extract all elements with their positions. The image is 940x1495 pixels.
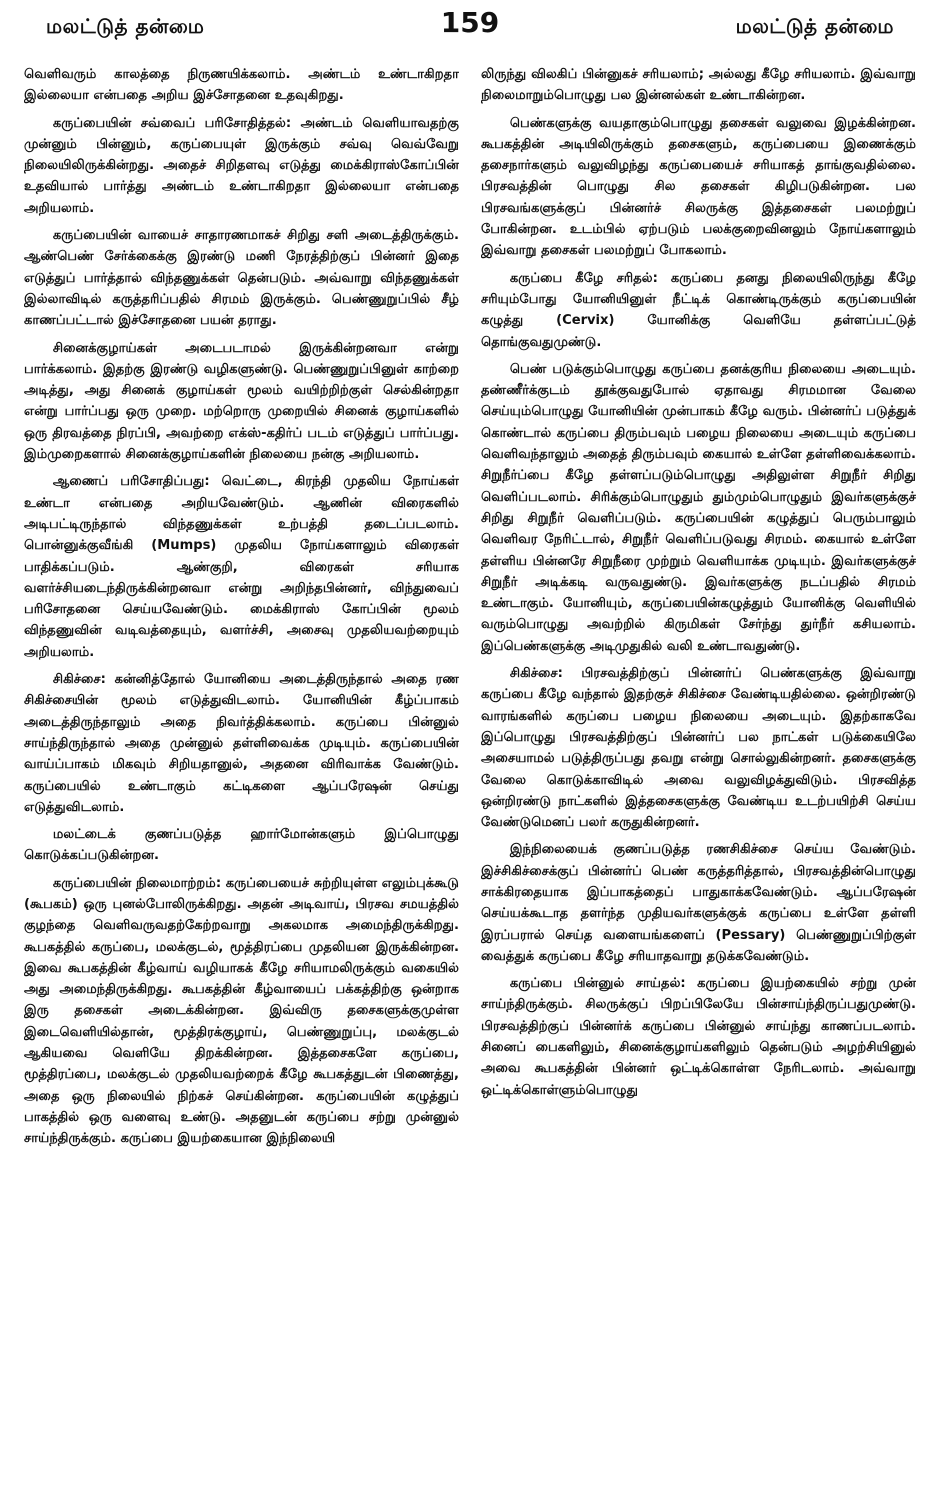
- page-number: 159: [440, 6, 500, 39]
- running-title-left: மலட்டுத் தன்மை: [46, 14, 205, 38]
- page-header: [22, 0, 918, 52]
- paragraph: மலட்டைக் குணப்படுத்த ஹார்மோன்களும் இப்பொழுது கொடுக்கப்படுகின்றன.: [24, 827, 459, 864]
- paragraph: இந்நிலையைக் குணப்படுத்த ரணசிகிச்சை செய்ய வேண்டும். இச்சிகிச்சைக்குப் பின்னர்ப் பெண் கருத்தரித்தால், பிரசவத்தின்பொழுது சாக்கிரதையாக இப்பாகத்தைப் பாதுகாக்கவேண்டும். ஆப்பரேஷன் செய்யக்கூடாத தளர்ந்த முதியவர்களுக்குக் கருப்பை உள்ளே தள்ளி இரப்பரால் செய்த வளையங்களைப் (Pessary) பெண்ணுறுப்பிற்குள் வைத்துக் கருப்பை கீழே சரியாதவாறு தடுக்கவேண்டும்.: [481, 842, 916, 964]
- running-title-right: மலட்டுத் தன்மை: [735, 14, 894, 38]
- right-column: [481, 64, 916, 1485]
- paragraph: கருப்பையின் நிலைமாற்றம்: கருப்பையைச் சுற்றியுள்ள எலும்புக்கூடு (கூபகம்) ஒரு புனல்போலிருக்கிறது. அதன் அடிவாய், பிரசவ சமயத்தில் குழந்தை வெளிவருவதற்கேற்றவாறு அகலமாக அமைந்திருக்கிறது. கூபகத்தில் கருப்பை, மலக்குடல், மூத்திரப்பை முதலியன இருக்கின்றன. இவை கூபகத்தின் கீழ்வாய் வழியாகக் கீழே சரியாமலிருக்கும் வகையில் அது அமைந்திருக்கிறது. கூபகத்தின் கீழ்வாயைப் பக்கத்திற்கு ஒன்றாக இரு தசைகள் அடைக்கின்றன. இவ்விரு தசைகளுக்குமுள்ள இடைவெளியில்தான், மூத்திரக்குழாய், பெண்ணுறுப்பு, மலக்குடல் ஆகியவை வெளியே திறக்கின்றன. இத்தசைகளே கருப்பை, மூத்திரப்பை, மலக்குடல் முதலியவற்றைக் கீழே கூபகத்துடன் பிணைத்து, அதை ஒரு நிலையில் நிற்கச் செய்கின்றன. கருப்பையின் கழுத்துப் பாகத்தில் ஒரு வளைவு உண்டு. அதனுடன் கருப்பை சற்று முன்னுல் சாய்ந்திருக்கும். கருப்பை இயற்கையான இந்நிலையி: [24, 875, 459, 1147]
- paragraph: கருப்பையின் சவ்வைப் பரிசோதித்தல்: அண்டம் வெளியாவதற்கு முன்னும் பின்னும், கருப்பையுள் இருக்கும் சவ்வு வெவ்வேறு நிலையிலிருக்கின்றது. அதைச் சிறிதளவு எடுத்து மைக்கிராஸ்கோப்பின் உதவியால் பார்த்து அண்டம் உண்டாகிறதா இல்லையா என்பதை அறியலாம்.: [24, 115, 459, 216]
- paragraph: பெண் படுக்கும்பொழுது கருப்பை தனக்குரிய நிலையை அடையும். தண்ணீர்க்குடம் தூக்குவதுபோல் ஏதாவது சிரமமான வேலை செய்யும்பொழுது யோனியின் முன்பாகம் கீழே வரும். பின்னர்ப் படுத்துக் கொண்டால் கருப்பை திரும்பவும் பழைய நிலையை அடையும் கருப்பை வெளிவந்தாலும் அதைத் திரும்பவும் கையால் உள்ளே தள்ளிவைக்கலாம். சிறுநீர்ப்பை கீழே தள்ளப்படும்பொழுது அதிலுள்ள சிறுநீர் சிறிது வெளிப்படலாம். சிரிக்கும்பொழுதும் தும்மும்பொழுதும் இவர்களுக்குச் சிறிது சிறுநீர் வெளிப்படும். கருப்பையின் கழுத்துப் பெரும்பாலும் வெளிவர நேரிட்டால், சிறுநீர் வெளிப்படுவது சிரமம். கையால் உள்ளே தள்ளிய பின்னரே சிறுநீரை முற்றும் வெளியாக்க முடியும். இவர்களுக்குச் சிறுநீர் அடிக்கடி வருவதுண்டு. இவர்களுக்கு நடப்பதில் சிரமம் உண்டாகும். யோனியும், கருப்பையின்கழுத்தும் யோனிக்கு வெளியில் வரும்பொழுது அவற்றில் கிருமிகள் சேர்ந்து துர்நீர் கசியலாம். இப்பெண்களுக்கு அடிமுதுகில் வலி உண்டாவதுண்டு.: [481, 361, 916, 654]
- text-columns: [24, 64, 916, 1485]
- paragraph: வெளிவரும் காலத்தை நிருணயிக்கலாம். அண்டம் உண்டாகிறதா இல்லையா என்பதை அறிய இச்சோதனை உதவுகிறது.: [24, 67, 459, 104]
- left-column: [24, 64, 459, 1485]
- paragraph: பெண்களுக்கு வயதாகும்பொழுது தசைகள் வலுவை இழக்கின்றன. கூபகத்தின் அடியிலிருக்கும் தசைகளும், கருப்பையை இணைக்கும் தசைநார்களும் வலுவிழந்து கருப்பையைச் சரியாகத் தாங்குவதில்லை. பிரசவத்தின் பொழுது சில தசைகள் கிழிபடுகின்றன. பல பிரசவங்களுக்குப் பின்னர்ச் சிலருக்கு இத்தசைகள் பலமற்றுப் போகின்றன. உடம்பில் ஏற்படும் பலக்குறைவினலும் நோய்களாலும் இவ்வாறு தசைகள் பலமற்றுப் போகலாம்.: [481, 115, 916, 259]
- paragraph: கருப்பை கீழே சரிதல்: கருப்பை தனது நிலையிலிருந்து கீழே சரியும்போது யோனியினுள் நீட்டிக் கொண்டிருக்கும் கருப்பையின் கழுத்து (Cervix) யோனிக்கு வெளியே தள்ளப்பட்டுத் தொங்குவதுமுண்டு.: [481, 270, 916, 350]
- paragraph: லிருந்து விலகிப் பின்னுகச் சரியலாம்; அல்லது கீழே சரியலாம். இவ்வாறு நிலைமாறும்பொழுது பல இன்னல்கள் உண்டாகின்றன.: [481, 67, 916, 104]
- paragraph: ஆணைப் பரிசோதிப்பது: வெட்டை, கிரந்தி முதலிய நோய்கள் உண்டா என்பதை அறியவேண்டும். ஆணின் விரைகளில் அடிபட்டிருந்தால் விந்தணுக்கள் உற்பத்தி தடைப்படலாம். பொன்னுக்குவீங்கி (Mumps) முதலிய நோய்களாலும் விரைகள் பாதிக்கப்படும். ஆண்குறி, விரைகள் சரியாக வளர்ச்சியடைந்திருக்கின்றனவா என்று அறிந்தபின்னர், விந்துவைப் பரிசோதனை செய்யவேண்டும். மைக்கிராஸ் கோப்பின் மூலம் விந்தணுவின் வடிவத்தையும், வளர்ச்சி, அசைவு முதலியவற்றையும் அறியலாம்.: [24, 474, 459, 660]
- paragraph: சினைக்குழாய்கள் அடைபடாமல் இருக்கின்றனவா என்று பார்க்கலாம். இதற்கு இரண்டு வழிகளுண்டு. பெண்ணுறுப்பினுள் காற்றை அடித்து, அது சினைக் குழாய்கள் மூலம் வயிற்றிற்குள் செல்கின்றதா என்று பார்ப்பது ஒரு முறை. மற்றொரு முறையில் சினைக் குழாய்களில் ஒரு திரவத்தை நிரப்பி, அவற்றை எக்ஸ்-கதிர்ப் படம் எடுத்துப் பார்ப்பது. இம்முறைகளால் சினைக்குழாய்களின் நிலையை நன்கு அறியலாம்.: [24, 340, 459, 463]
- paragraph: கருப்பை பின்னுல் சாய்தல்: கருப்பை இயற்கையில் சற்று முன் சாய்ந்திருக்கும். சிலருக்குப் பிறப்பிலேயே பின்சாய்ந்திருப்பதுமுண்டு. பிரசவத்திற்குப் பின்னர்க் கருப்பை பின்னுல் சாய்ந்து காணப்படலாம். சினைப் பைகளிலும், சினைக்குழாய்களிலும் தென்படும் அழற்சியினுல் அவை கூபகத்தின் பின்னர் ஒட்டிக்கொள்ள நேரிடலாம். அவ்வாறு ஒட்டிக்கொள்ளும்பொழுது: [481, 976, 916, 1098]
- paragraph: சிகிச்சை: கன்னித்தோல் யோனியை அடைத்திருந்தால் அதை ரண சிகிச்சையின் மூலம் எடுத்துவிடலாம். யோனியின் கீழ்ப்பாகம் அடைத்திருந்தாலும் அதை நிவர்த்திக்கலாம். கருப்பை பின்னுல் சாய்ந்திருந்தால் அதை முன்னுல் தள்ளிவைக்க முடியும். கருப்பையின் வாய்ப்பாகம் மிகவும் சிறியதானுல், அதனை விரிவாக்க வேண்டும். கருப்பையில் உண்டாகும் கட்டிகளை ஆப்பரேஷன் செய்து எடுத்துவிடலாம்.: [24, 672, 459, 815]
- paragraph: கருப்பையின் வாயைச் சாதாரணமாகச் சிறிது சளி அடைத்திருக்கும். ஆண்பெண் சேர்க்கைக்கு இரண்டு மணி நேரத்திற்குப் பின்னர் இதை எடுத்துப் பார்த்தால் விந்தணுக்கள் தென்படும். அவ்வாறு விந்தணுக்கள் இல்லாவிடில் கருத்தரிப்பதில் சிரமம் இருக்கும். பெண்ணுறுப்பில் சீழ் காணப்பட்டால் இச்சோதனை பயன் தராது.: [24, 228, 459, 329]
- paragraph: சிகிச்சை: பிரசவத்திற்குப் பின்னர்ப் பெண்களுக்கு இவ்வாறு கருப்பை கீழே வந்தால் இதற்குச் சிகிச்சை வேண்டியதில்லை. ஒன்றிரண்டு வாரங்களில் கருப்பை பழைய நிலையை அடையும். இதற்காகவே இப்பொழுது பிரசவத்திற்குப் பின்னர்ப் பல நாட்கள் படுக்கையிலே அசையாமல் படுத்திருப்பது தவறு என்று சொல்லுகின்றனர். தசைகளுக்கு வேலை கொடுக்காவிடில் அவை வலுவிழக்துவிடும். பிரசவித்த ஒன்றிரண்டு நாட்களில் இத்தசைகளுக்கு வேண்டிய உடற்பயிற்சி செய்ய வேண்டுமெனப் பலர் கருதுகின்றனர்.: [481, 666, 916, 831]
